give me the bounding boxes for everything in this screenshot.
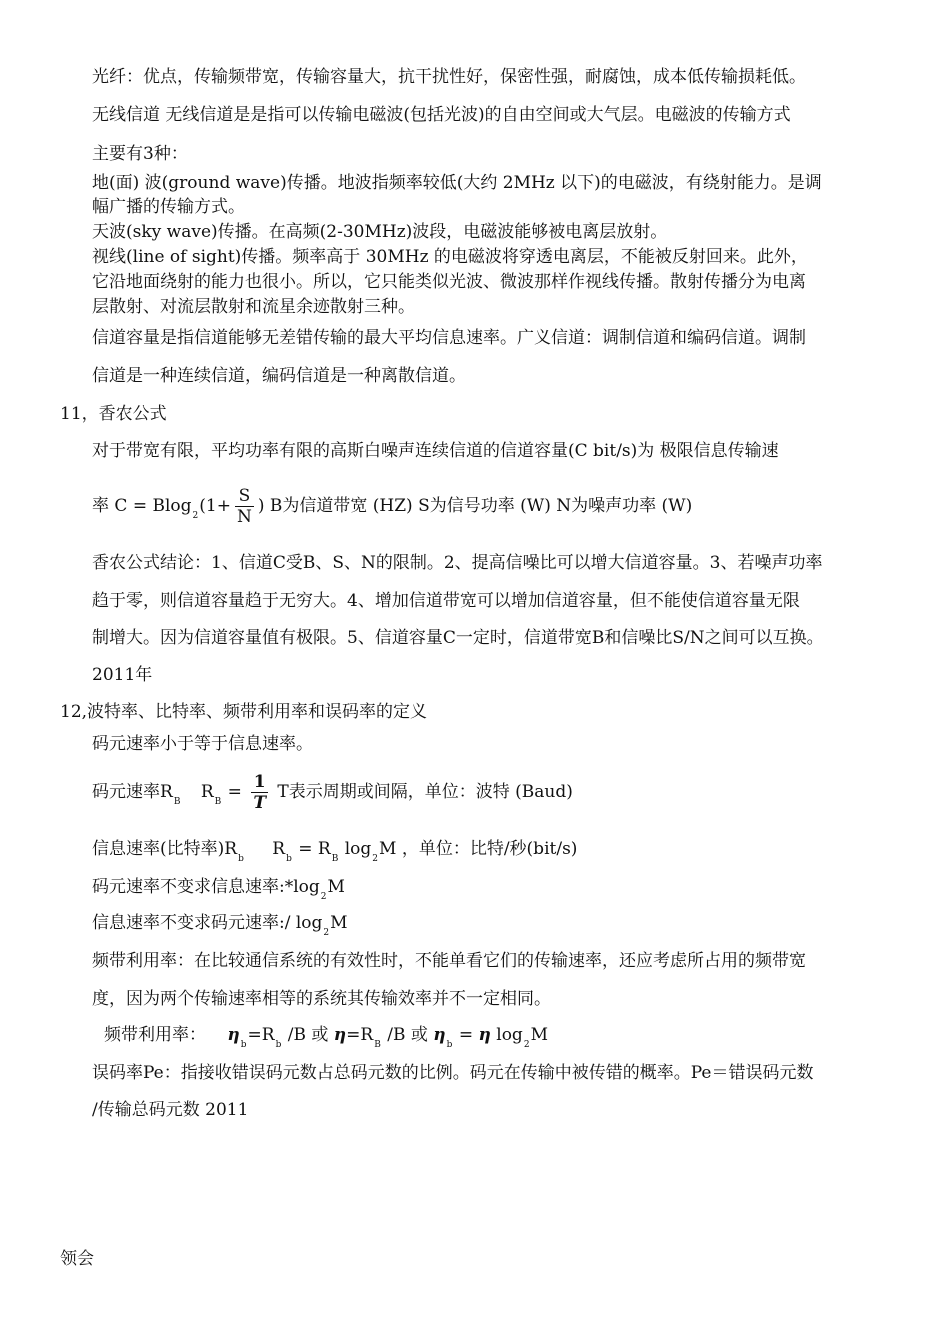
conversion-line-2 xyxy=(92,912,348,937)
baud-eq-r: R xyxy=(200,782,214,802)
band-efficiency-formula xyxy=(104,1024,548,1049)
formula-tail: ) B为信道带宽 (HZ) S为信号功率 (W) N为噪声功率 (W) xyxy=(257,496,693,516)
baud-sub: B xyxy=(173,797,181,807)
capacity-line-2: 信道是一种连续信道，编码信道是一种离散信道。 xyxy=(92,366,466,386)
conv2-text: 信息速率不变求码元速率:/ log xyxy=(92,913,323,933)
optical-fiber-line: 光纤：优点，传输频带宽，传输容量大，抗干扰性好，保密性强，耐腐蚀，成本低传输损耗低。 xyxy=(92,67,806,87)
conversion-line-1 xyxy=(92,876,345,901)
baud-numerator: 1 xyxy=(251,772,268,793)
section-11-heading: 11，香农公式 xyxy=(60,404,167,424)
eff-f3-tail: M xyxy=(530,1025,548,1045)
eff-f3-sub2: 2 xyxy=(523,1040,530,1050)
bit-rate-formula xyxy=(92,838,577,863)
bit-eq-log: log xyxy=(339,839,372,859)
eff-f1: =R xyxy=(247,1025,275,1045)
band-efficiency-line-2: 度，因为两个传输速率相等的系统其传输效率并不一定相同。 xyxy=(92,989,551,1009)
section-12-heading: 12,波特率、比特率、频带利用率和误码率的定义 xyxy=(60,702,428,722)
ground-wave-line-1: 地(面) 波(ground wave)传播。地波指频率较低(大约 2MHz 以下)的电磁波，有绕射能力。是调 xyxy=(92,173,822,193)
eff-label: 频带利用率： xyxy=(104,1025,206,1045)
eff-f1-sub: b xyxy=(240,1040,247,1050)
eff-f1-tail: /B 或 xyxy=(282,1025,334,1045)
eff-f3-mid: = xyxy=(453,1025,479,1045)
conv1-text: 码元速率不变求信息速率:*log xyxy=(92,877,320,897)
shannon-conclusion-1: 香农公式结论：1、信道C受B、S、N的限制。2、提高信噪比可以增大信道容量。3、若噪声功率 xyxy=(92,553,823,573)
bit-sub: b xyxy=(238,854,244,864)
line-of-sight-line-3: 层散射、对流层散射和流星余迹散射三种。 xyxy=(92,297,415,317)
baud-eq: = xyxy=(222,782,248,802)
line-of-sight-line-1: 视线(line of sight)传播。频率高于 30MHz 的电磁波将穿透电离层，不能被反射回来。此外， xyxy=(92,247,808,267)
eta-symbol: η xyxy=(433,1025,446,1045)
snr-numerator: S xyxy=(235,486,254,507)
baud-label: 码元速率R xyxy=(92,782,173,802)
bit-eq-tail: M ，单位：比特/秒(bit/s) xyxy=(379,839,578,859)
formula-prefix: 率 C = Blog xyxy=(92,496,192,516)
eta-symbol: η xyxy=(227,1025,240,1045)
shannon-conclusion-2: 趋于零，则信道容量趋于无穷大。4、增加信道带宽可以增加信道容量，但不能使信道容量无限 xyxy=(92,591,800,611)
capacity-line-1: 信道容量是指信道能够无差错传输的最大平均信息速率。广义信道：调制信道和编码信道。调制 xyxy=(92,328,806,348)
shannon-conclusion-3: 制增大。因为信道容量值有极限。5、信道容量C一定时，信道带宽B和信噪比S/N之间可以互换。 xyxy=(92,628,824,648)
ground-wave-line-2: 幅广播的传输方式。 xyxy=(92,197,245,217)
eff-f1-sub2: b xyxy=(275,1040,282,1050)
ber-line-1: 误码率Pe：指接收错误码元数占总码元数的比例。码元在传输中被传错的概率。Pe＝错误码元数 xyxy=(92,1063,814,1083)
snr-denominator: N xyxy=(236,507,252,527)
eff-f2-tail: /B 或 xyxy=(381,1025,434,1045)
wireless-line-1: 无线信道 无线信道是是指可以传输电磁波(包括光波)的自由空间或大气层。电磁波的传输方式 xyxy=(92,105,791,125)
band-efficiency-line-1: 频带利用率：在比较通信系统的有效性时，不能单看它们的传输速率，还应考虑所占用的频带宽 xyxy=(92,951,806,971)
eff-f3-log: log xyxy=(490,1025,523,1045)
log-base: 2 xyxy=(192,511,199,521)
line-of-sight-line-2: 它沿地面绕射的能力也很小。所以，它只能类似光波、微波那样作视线传播。散射传播分为电离 xyxy=(92,272,806,292)
ber-line-2: /传输总码元数 2011 xyxy=(92,1100,249,1120)
bit-eq-sub2: B xyxy=(331,854,339,864)
eff-f2: =R xyxy=(346,1025,374,1045)
formula-open: (1+ xyxy=(199,496,231,516)
bit-eq-sub: b xyxy=(286,854,292,864)
bit-label: 信息速率(比特率)R xyxy=(92,839,238,859)
bit-eq-mid: = R xyxy=(292,839,331,859)
baud-fraction xyxy=(251,772,268,813)
wireless-line-2: 主要有3种： xyxy=(92,144,188,164)
conv2-sub: 2 xyxy=(323,928,330,938)
year-label: 2011年 xyxy=(92,665,153,685)
eta-symbol: η xyxy=(478,1025,491,1045)
conv1-tail: M xyxy=(327,877,345,897)
baud-desc: T表示周期或间隔，单位：波特 (Baud) xyxy=(272,782,573,802)
footer-note: 领会 xyxy=(60,1249,94,1269)
symbol-rate-note: 码元速率小于等于信息速率。 xyxy=(92,734,313,754)
eff-f2-sub: B xyxy=(374,1040,381,1050)
baud-denominator: T xyxy=(253,793,266,813)
shannon-intro: 对于带宽有限，平均功率有限的高斯白噪声连续信道的信道容量(C bit/s)为 极限信息传输速 xyxy=(92,441,779,461)
eta-symbol: η xyxy=(333,1025,347,1045)
conv2-tail: M xyxy=(330,913,348,933)
shannon-formula xyxy=(92,482,692,533)
bit-eq-r: R xyxy=(272,839,286,859)
baud-eq-sub: B xyxy=(214,797,222,807)
baud-rate-formula xyxy=(92,768,573,819)
bit-eq-sub3: 2 xyxy=(372,854,379,864)
sky-wave-line: 天波(sky wave)传播。在高频(2-30MHz)波段，电磁波能够被电离层放射。 xyxy=(92,222,668,242)
eff-f3-sub: b xyxy=(446,1040,453,1050)
conv1-sub: 2 xyxy=(320,892,327,902)
snr-fraction xyxy=(235,486,254,527)
